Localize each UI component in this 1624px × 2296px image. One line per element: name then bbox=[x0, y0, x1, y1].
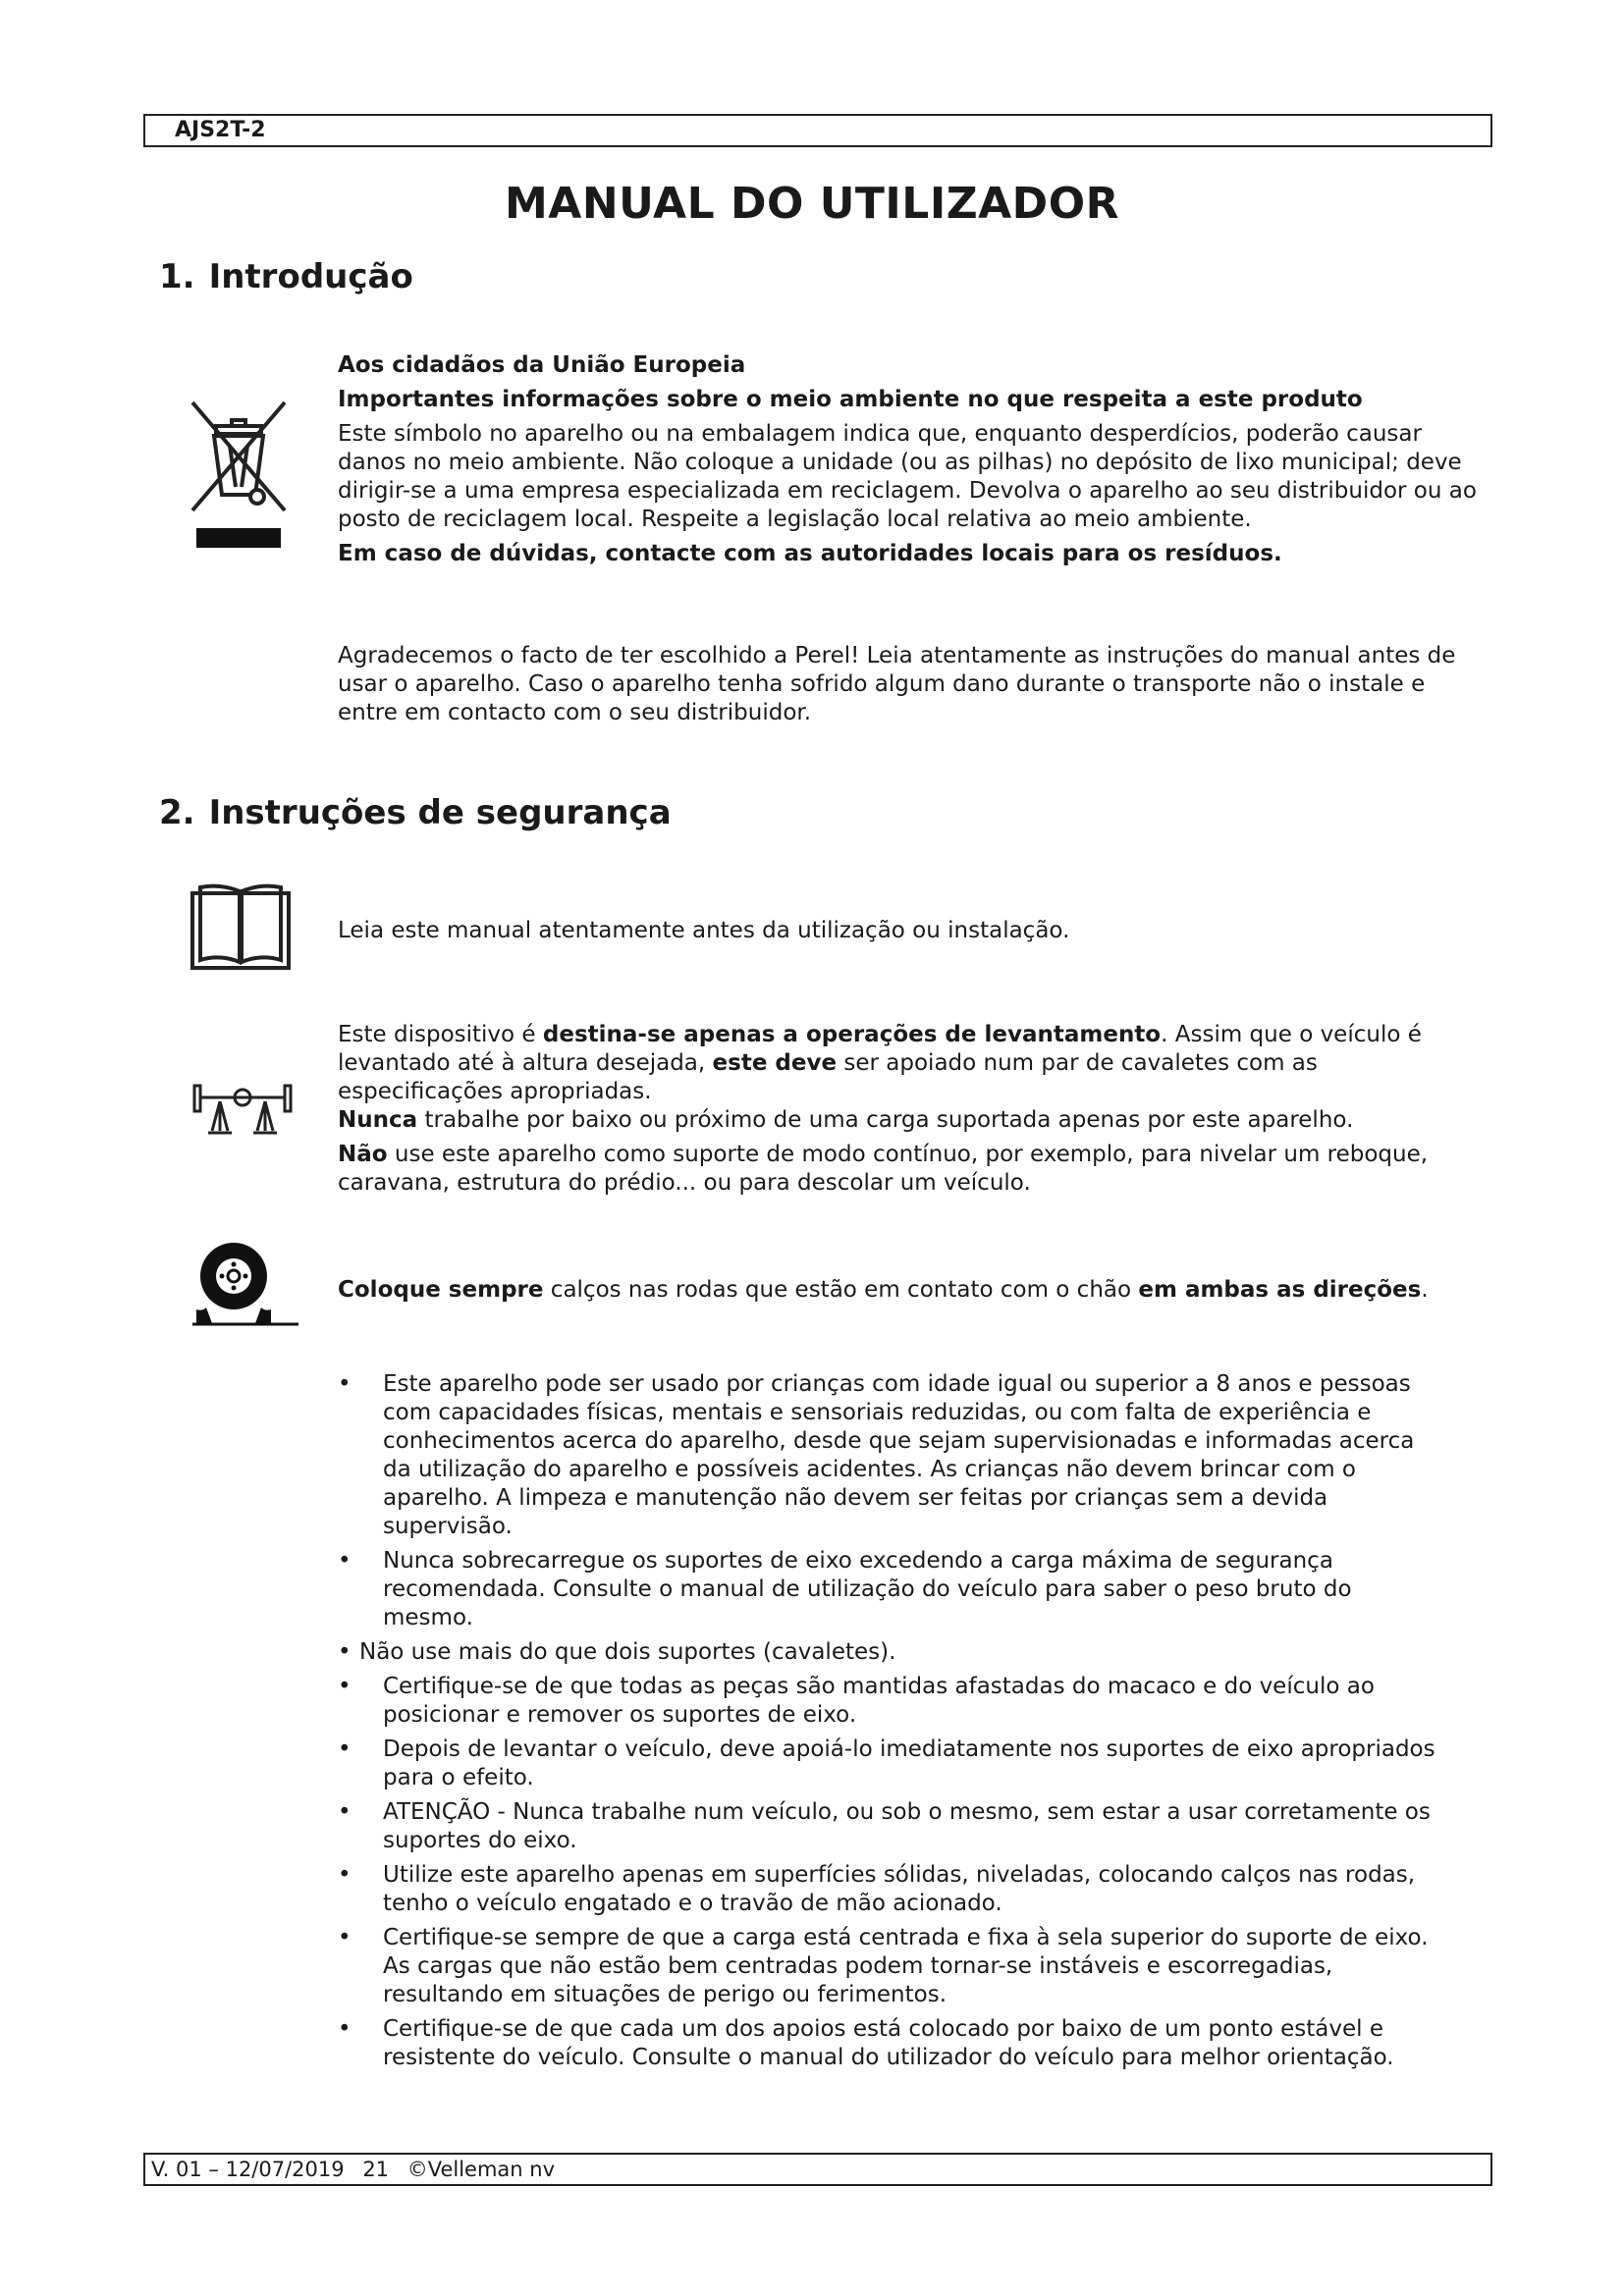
read-manual-text: Leia este manual atentamente antes da utilização ou instalação. bbox=[338, 918, 1070, 943]
weee-bin-icon bbox=[187, 397, 295, 558]
list-item: • Depois de levantar o veículo, deve apoiá-lo imediatamente nos suportes de eixo apropriados para o efeito. bbox=[338, 1736, 1435, 1790]
version-date: V. 01 – 12/07/2019 bbox=[151, 2158, 345, 2181]
list-item: • Nunca sobrecarregue os suportes de eixo excedendo a carga máxima de segurança recomendada. Consulte o manual de utilização do veículo para saber o peso bruto do mesmo. bbox=[338, 1548, 1352, 1630]
list-item: • ATENÇÃO - Nunca trabalhe num veículo, ou sob o mesmo, sem estar a usar corretamente os suportes do eixo. bbox=[338, 1799, 1431, 1853]
list-item: • Utilize este aparelho apenas em superfícies sólidas, niveladas, colocando calços nas rodas, tenho o veículo engatado e o travão de mão acionado. bbox=[338, 1862, 1416, 1916]
wheel-chock-text: Coloque sempre calços nas rodas que estão em contato com o chão em ambas as direções. bbox=[338, 1277, 1429, 1303]
no-continuous-support: Não use este aparelho como suporte de modo contínuo, por exemplo, para nivelar um reboque, caravana, estrutura do prédio... ou para descolar um veículo. bbox=[338, 1142, 1429, 1196]
list-item: • Certifique-se de que cada um dos apoios está colocado por baixo de um ponto estável e resistente do veículo. Consulte o manual do utilizador do veículo para melhor orientação. bbox=[338, 2016, 1394, 2070]
model-code: AJS2T-2 bbox=[175, 118, 266, 142]
weee-body: Este símbolo no aparelho ou na embalagem indica que, enquanto desperdícios, poderão causar danos no meio ambiente. Não coloque a unidade (ou as pilhas) no depósito de lixo municipal; deve dirigir-se a uma empresa especializada em reciclagem. Devolva o aparelho ao seu distribuidor ou ao posto de reciclagem local. Respeite a legislação local relativa ao meio ambiente. bbox=[338, 421, 1477, 532]
weee-heading: Aos cidadãos da União Europeia bbox=[338, 352, 746, 378]
lifting-purpose: Este dispositivo é destina-se apenas a operações de levantamento. Assim que o veículo é levantado até à altura desejada, este deve ser apoiado num par de cavaletes com as especificações apropriadas. bbox=[338, 1022, 1422, 1104]
weee-contact: Em caso de dúvidas, contacte com as autoridades locais para os resíduos. bbox=[338, 541, 1282, 566]
page-number: 21 bbox=[362, 2158, 390, 2181]
copyright: ©Velleman nv bbox=[406, 2158, 556, 2181]
list-item: • Certifique-se sempre de que a carga está centrada e fixa à sela superior do suporte de eixo. As cargas que não estão bem centradas podem tornar-se instáveis e escorregadias, resultando em situações de perigo ou ferimentos. bbox=[338, 1925, 1429, 2007]
list-item: • Este aparelho pode ser usado por crianças com idade igual ou superior a 8 anos e pessoas com capacidades físicas, mentais e sensoriais reduzidas, ou com falta de experiência e conhecimentos acerca do aparelho, desde que sejam supervisionadas e informadas acerca da utilização do aparelho e possíveis acidentes. As crianças não devem brincar com o aparelho. A limpeza e manutenção não devem ser feitas por crianças sem a devida supervisão. bbox=[338, 1371, 1415, 1539]
section-2-heading: 2. Instruções de segurança bbox=[159, 793, 672, 832]
section-1-heading: 1. Introdução bbox=[159, 257, 413, 296]
page-title: MANUAL DO UTILIZADOR bbox=[505, 179, 1119, 229]
safety-bullet-list bbox=[338, 1370, 1447, 2078]
list-item: • Certifique-se de que todas as peças são mantidas afastadas do macaco e do veículo ao posicionar e remover os suportes de eixo. bbox=[338, 1674, 1375, 1728]
list-item: • Não use mais do que dois suportes (cavaletes). bbox=[338, 1639, 896, 1665]
never-work-under: Nunca trabalhe por baixo ou próximo de uma carga suportada apenas por este aparelho. bbox=[338, 1107, 1354, 1133]
wheel-chock-icon bbox=[192, 1239, 300, 1331]
page-footer bbox=[143, 2153, 1492, 2186]
thanks-paragraph: Agradecemos o facto de ter escolhido a Perel! Leia atentamente as instruções do manual antes de usar o aparelho. Caso o aparelho tenha sofrido algum dano durante o transporte não o instale e entre em contacto com o seu distribuidor. bbox=[338, 643, 1456, 725]
weee-subheading: Importantes informações sobre o meio ambiente no que respeita a este produto bbox=[338, 387, 1363, 412]
lifting-warning bbox=[338, 1021, 1477, 1198]
page-header bbox=[143, 114, 1492, 147]
read-manual-icon bbox=[189, 881, 293, 976]
weee-notice bbox=[338, 351, 1477, 568]
axle-stands-icon bbox=[190, 1080, 295, 1143]
